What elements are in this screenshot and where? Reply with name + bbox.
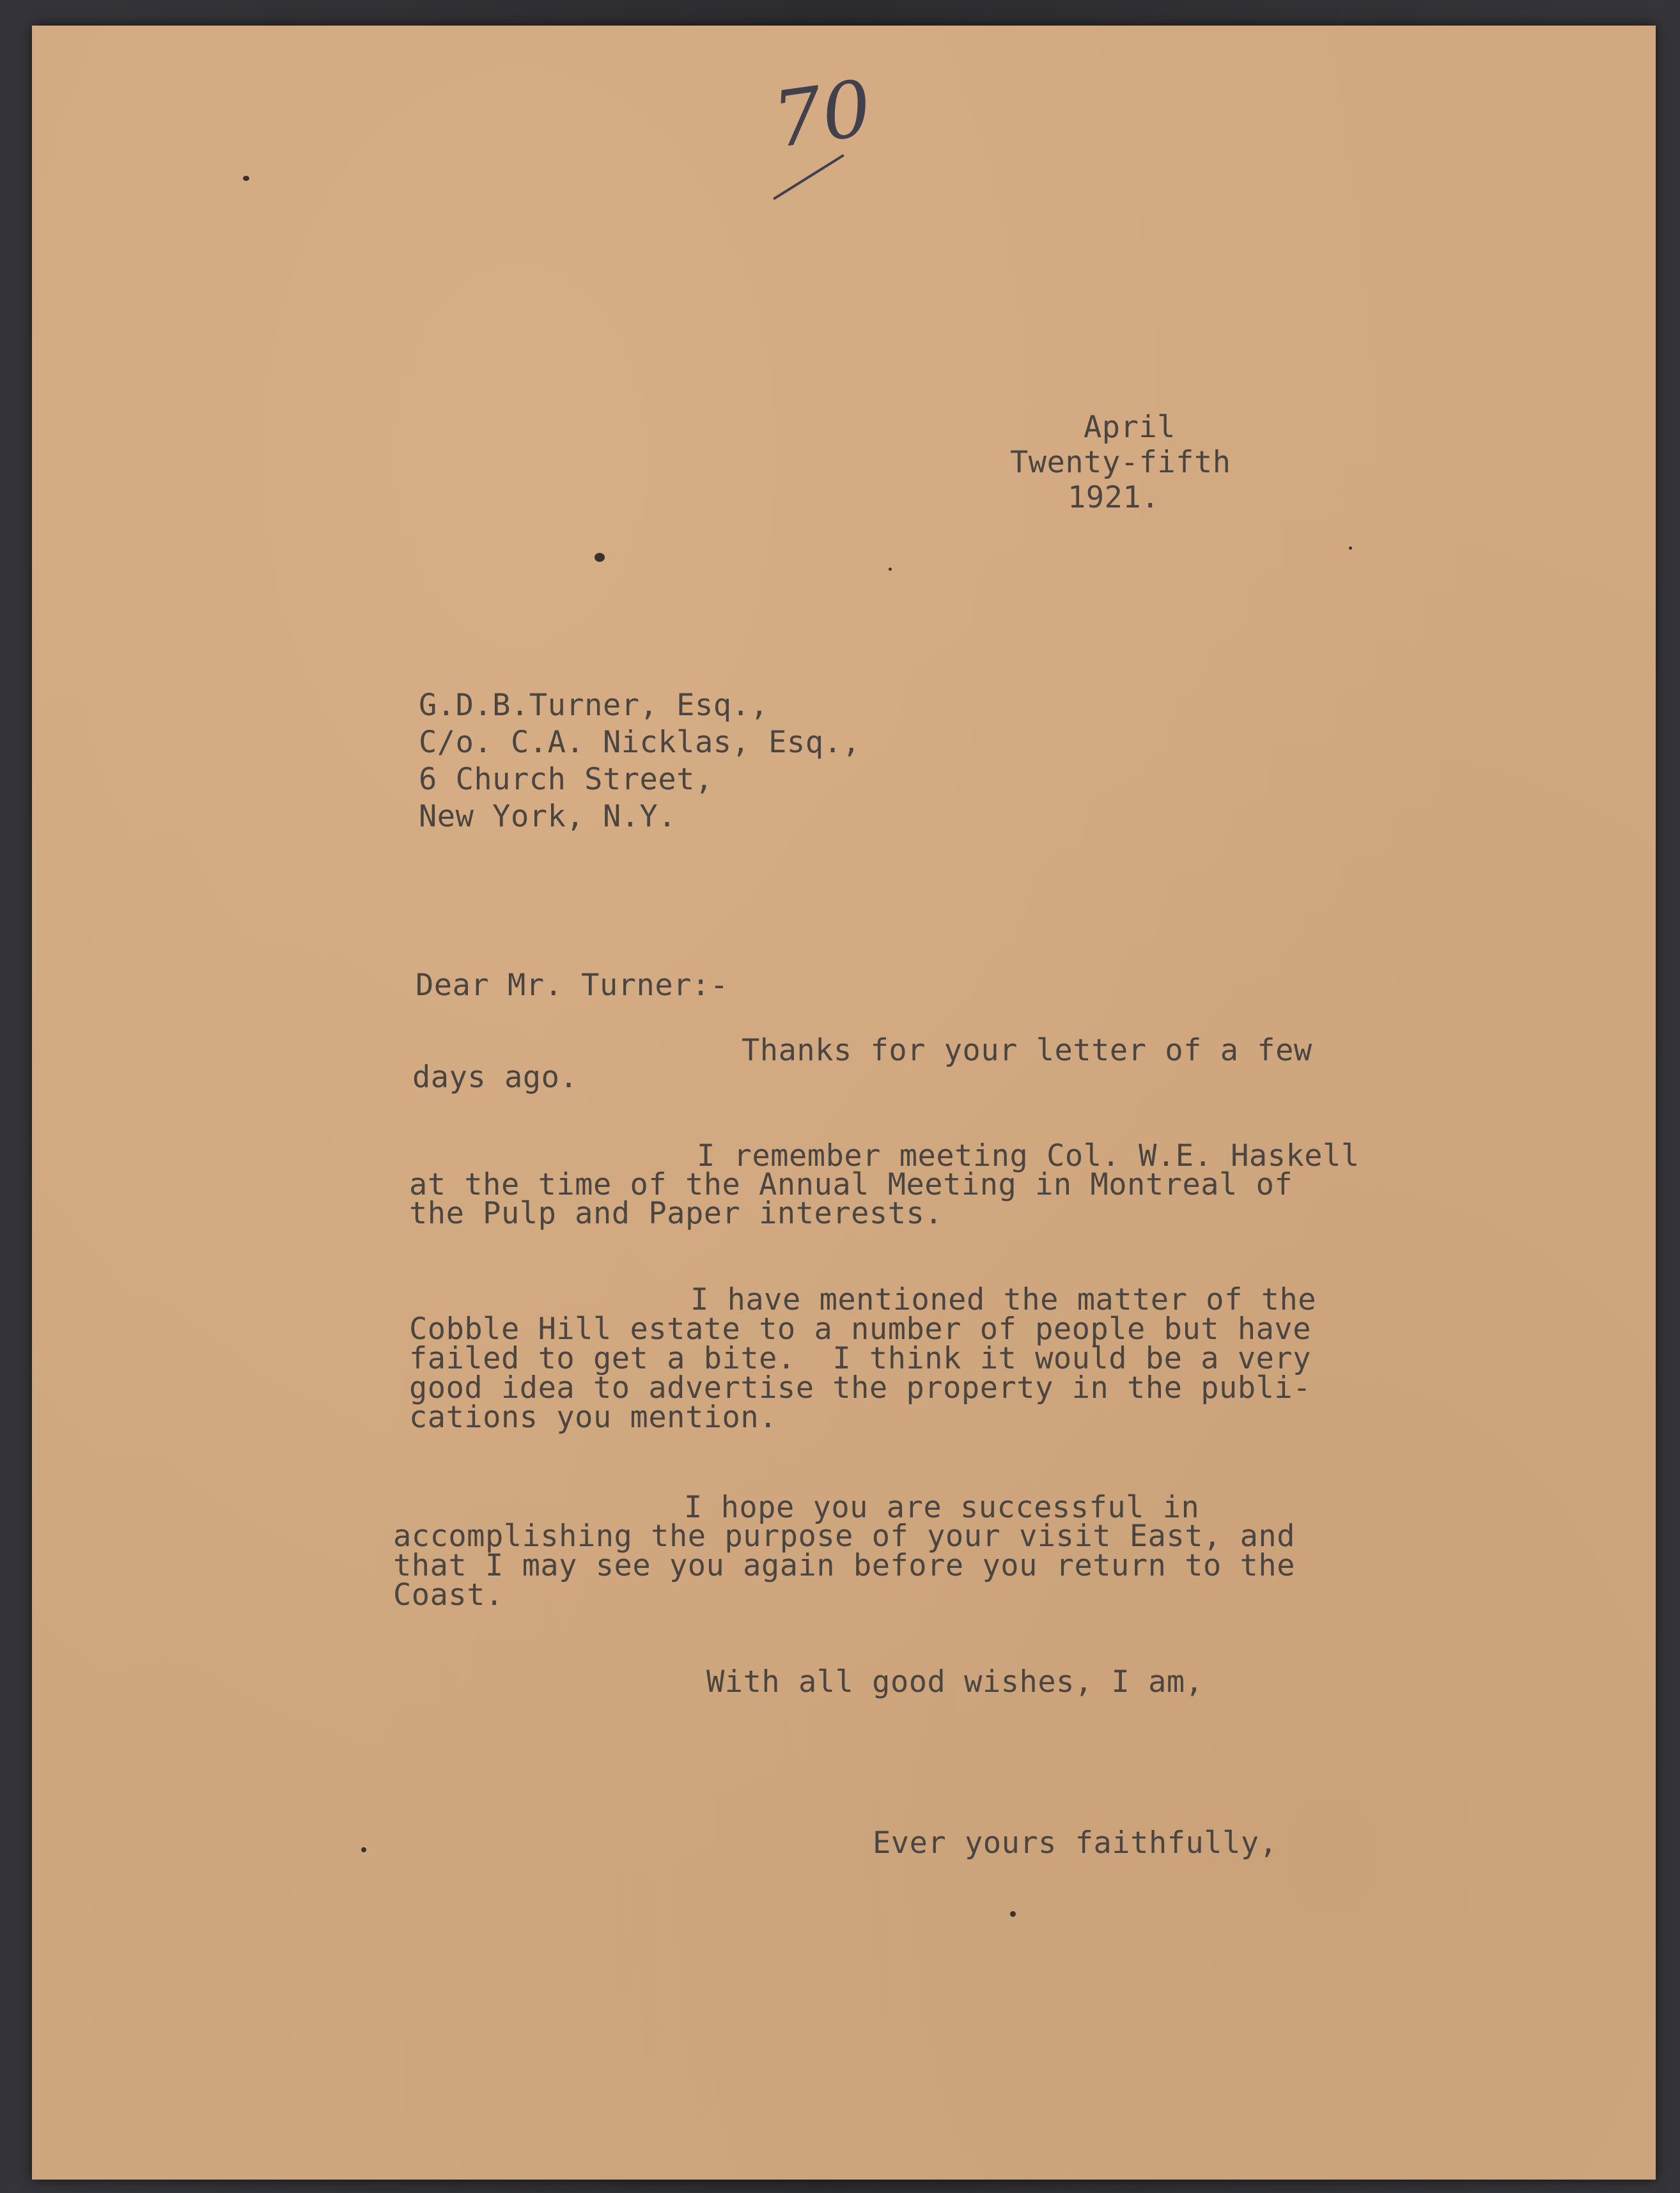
paper-speck	[361, 1847, 366, 1852]
paragraph-1-line-1: Thanks for your letter of a few	[742, 1033, 1312, 1068]
paragraph-4-line-4: Coast.	[393, 1577, 504, 1613]
paragraph-4-line-2: accomplishing the purpose of your visit East, and	[393, 1519, 1296, 1554]
letter-page	[32, 26, 1656, 2180]
paper-speck	[889, 568, 892, 571]
salutation: Dear Mr. Turner:-	[416, 968, 729, 1003]
paragraph-2-line-1: I remember meeting Col. W.E. Haskell	[697, 1138, 1360, 1174]
date-year: 1921.	[1068, 480, 1160, 515]
recipient-street: 6 Church Street,	[419, 762, 713, 797]
paragraph-4-line-1: I hope you are successful in	[684, 1490, 1200, 1525]
recipient-name: G.D.B.Turner, Esq.,	[419, 688, 769, 723]
date-month: April	[1084, 410, 1176, 445]
paper-speck	[243, 176, 249, 181]
paragraph-1-line-2: days ago.	[412, 1060, 579, 1095]
archive-number-handwritten: 70	[768, 64, 877, 166]
paper-speck	[1010, 1911, 1016, 1917]
paper-speck	[1349, 546, 1352, 550]
date-day: Twenty-fifth	[1010, 445, 1231, 480]
paragraph-3-line-4: good idea to advertise the property in the publi-	[409, 1370, 1312, 1406]
paragraph-2-line-2: at the time of the Annual Meeting in Montreal of	[409, 1167, 1293, 1202]
closing-signoff: Ever yours faithfully,	[873, 1825, 1278, 1861]
paragraph-3-line-1: I have mentioned the matter of the	[690, 1282, 1317, 1317]
paragraph-4-line-3: that I may see you again before you return to the	[393, 1548, 1296, 1583]
paragraph-3-line-2: Cobble Hill estate to a number of people but have	[409, 1312, 1312, 1347]
paragraph-3-line-5: cations you mention.	[409, 1400, 777, 1435]
recipient-city: New York, N.Y.	[419, 799, 677, 834]
paragraph-3-line-3: failed to get a bite. I think it would be a very	[409, 1341, 1312, 1376]
closing-wishes: With all good wishes, I am,	[706, 1664, 1204, 1700]
paragraph-2-line-3: the Pulp and Paper interests.	[409, 1196, 944, 1231]
paper-speck	[595, 553, 605, 562]
recipient-care-of: C/o. C.A. Nicklas, Esq.,	[419, 725, 861, 760]
